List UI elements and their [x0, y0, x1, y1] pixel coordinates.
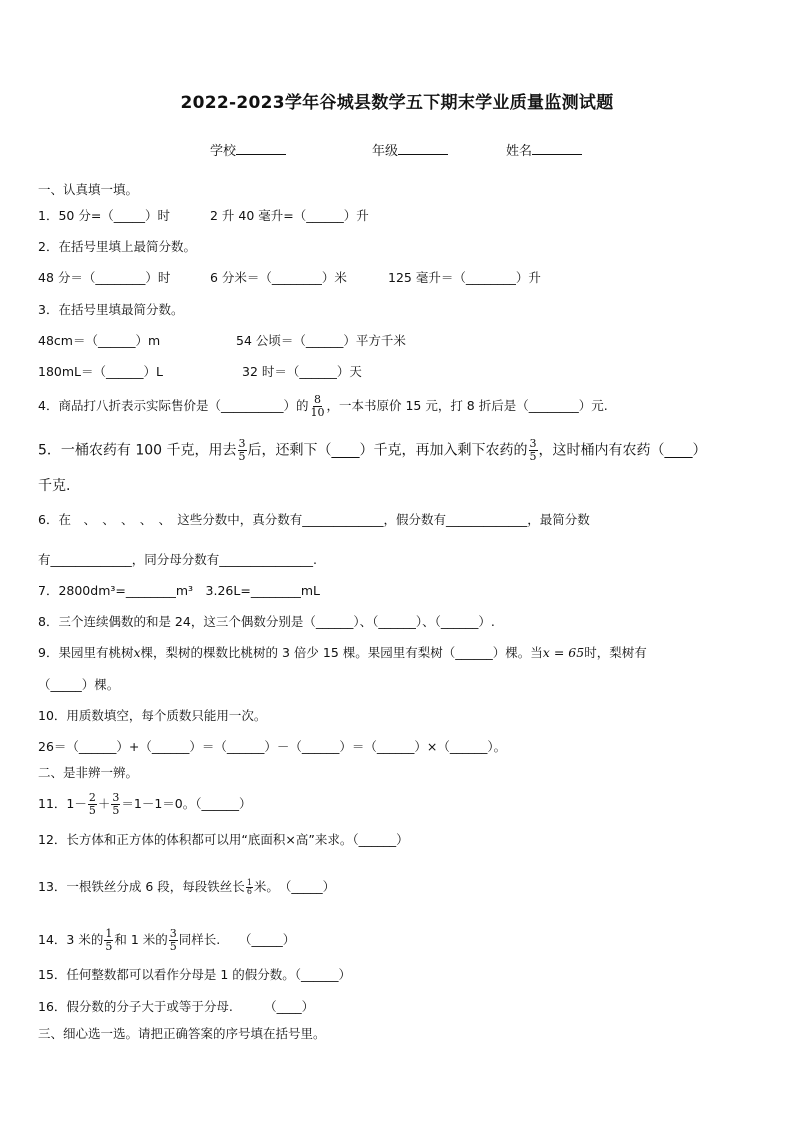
q3-part-c: 180mL＝（______）L [38, 364, 163, 379]
question-7: 7．2800dm³=________m³ 3.26L=________mL [38, 583, 320, 598]
fraction-numerator: 3 [169, 927, 177, 940]
q11-post: ＝1－1＝0。（______） [121, 796, 252, 811]
fraction [111, 792, 120, 817]
fraction [529, 438, 538, 463]
fraction-denominator: 6 [246, 887, 252, 896]
q5-pre: 5．一桶农药有 100 千克，用去 [38, 442, 237, 459]
school-blank[interactable] [236, 142, 286, 155]
section-heading: 三、细心选一选。请把正确答案的序号填在括号里。 [38, 1026, 326, 1041]
q14-pre: 14．3 米的 [38, 932, 104, 947]
question-13 [38, 877, 335, 897]
q9-post: 时，梨树有 [584, 645, 647, 660]
fraction [246, 879, 253, 896]
fraction-denominator: 5 [105, 940, 113, 953]
fraction-denominator: 5 [238, 450, 246, 463]
equation: x = 65 [542, 645, 585, 660]
q9-mid: 棵，梨树的棵数比桃树的 3 倍少 15 棵。果园里有梨树（______）棵。当 [140, 645, 543, 660]
question-6-line2: 有_____________，同分母分数有_______________. [38, 552, 317, 567]
fraction-denominator: 5 [529, 450, 537, 463]
q2-part-a: 48 分＝（________）时 [38, 270, 171, 285]
fraction-numerator: 2 [88, 791, 96, 804]
fraction-numerator: 8 [313, 393, 321, 406]
q14-mid: 和 1 米的 [114, 932, 168, 947]
question-6-line1: 6．在 、 、 、 、 、 这些分数中，真分数有_____________，假分数有_____________，最简分数 [38, 512, 590, 527]
fraction-numerator: 3 [238, 437, 246, 450]
fraction-numerator: 1 [105, 927, 113, 940]
question-4 [38, 394, 608, 419]
q3-part-a: 48cm＝（______）m [38, 333, 161, 348]
q1-part-a: 1．50 分=（_____）时 [38, 208, 171, 223]
q1-part-b: 2 升 40 毫升=（______）升 [210, 208, 369, 223]
question-12: 12．长方体和正方体的体积都可以用“底面积×高”来求。（______） [38, 832, 409, 847]
q5-post: ，这时桶内有农药（____） [538, 442, 707, 459]
section-heading: 二、是非辨一辨。 [38, 765, 139, 780]
page-title: 2022-2023学年谷城县数学五下期末学业质量监测试题 [180, 93, 614, 113]
variable-x: x [133, 645, 141, 660]
grade-label: 年级 [372, 144, 399, 159]
fraction-numerator: 3 [112, 791, 120, 804]
name-blank[interactable] [532, 142, 582, 155]
question-11 [38, 792, 251, 817]
question-15: 15．任何整数都可以看作分母是 1 的假分数。（______） [38, 967, 352, 982]
q14-post: 同样长. （_____） [178, 932, 296, 947]
section-heading: 一、认真填一填。 [38, 182, 139, 197]
fraction [238, 438, 247, 463]
school-label: 学校 [210, 144, 237, 159]
name-field [506, 140, 582, 159]
q13-pre: 13．一根铁丝分成 6 段，每段铁丝长 [38, 879, 245, 894]
fraction-numerator: 3 [529, 437, 537, 450]
fraction-denominator: 5 [88, 804, 96, 817]
question-3-stem: 3．在括号里填最简分数。 [38, 302, 184, 317]
question-9-tail: （_____）棵。 [38, 677, 120, 692]
question-5 [38, 438, 707, 463]
fraction-denominator: 5 [169, 940, 177, 953]
q4-pre: 4．商品打八折表示实际售价是（__________）的 [38, 398, 309, 413]
q11-pre: 11．1－ [38, 796, 87, 811]
q2-part-b: 6 分米＝（________）米 [210, 270, 347, 285]
question-16: 16．假分数的分子大于或等于分母. （____） [38, 999, 315, 1014]
fraction-denominator: 5 [112, 804, 120, 817]
question-2-stem: 2．在括号里填上最简分数。 [38, 239, 196, 254]
q5-mid: 后，还剩下（____）千克，再加入剩下农药的 [247, 442, 528, 459]
fraction-numerator: 1 [246, 878, 252, 887]
q3-part-b: 54 公顷＝（______）平方千米 [236, 333, 406, 348]
name-label: 姓名 [506, 144, 533, 159]
question-8: 8．三个连续偶数的和是 24，这三个偶数分别是（______）、（______）、（______）. [38, 614, 495, 629]
fraction [169, 928, 178, 953]
question-14 [38, 928, 295, 953]
school-field [210, 140, 286, 159]
fraction [88, 792, 97, 817]
q3-part-d: 32 时＝（______）天 [242, 364, 362, 379]
q11-op: ＋ [97, 796, 111, 811]
question-9 [38, 643, 647, 663]
grade-field [372, 140, 448, 159]
fraction [104, 928, 113, 953]
question-10-stem: 10．用质数填空，每个质数只能用一次。 [38, 708, 267, 723]
fraction [309, 394, 325, 419]
q2-part-c: 125 毫升＝（________）升 [388, 270, 541, 285]
question-10: 26＝（______）+（______）＝（______）－（______）＝（______）×（______）。 [38, 739, 507, 754]
q4-post: ，一本书原价 15 元，打 8 折后是（________）元. [326, 398, 608, 413]
q13-post: 米。 （_____） [253, 879, 336, 894]
question-5-tail: 千克. [38, 478, 71, 494]
grade-blank[interactable] [398, 142, 448, 155]
q9-pre: 9．果园里有桃树 [38, 645, 134, 660]
fraction-denominator: 10 [310, 406, 325, 419]
